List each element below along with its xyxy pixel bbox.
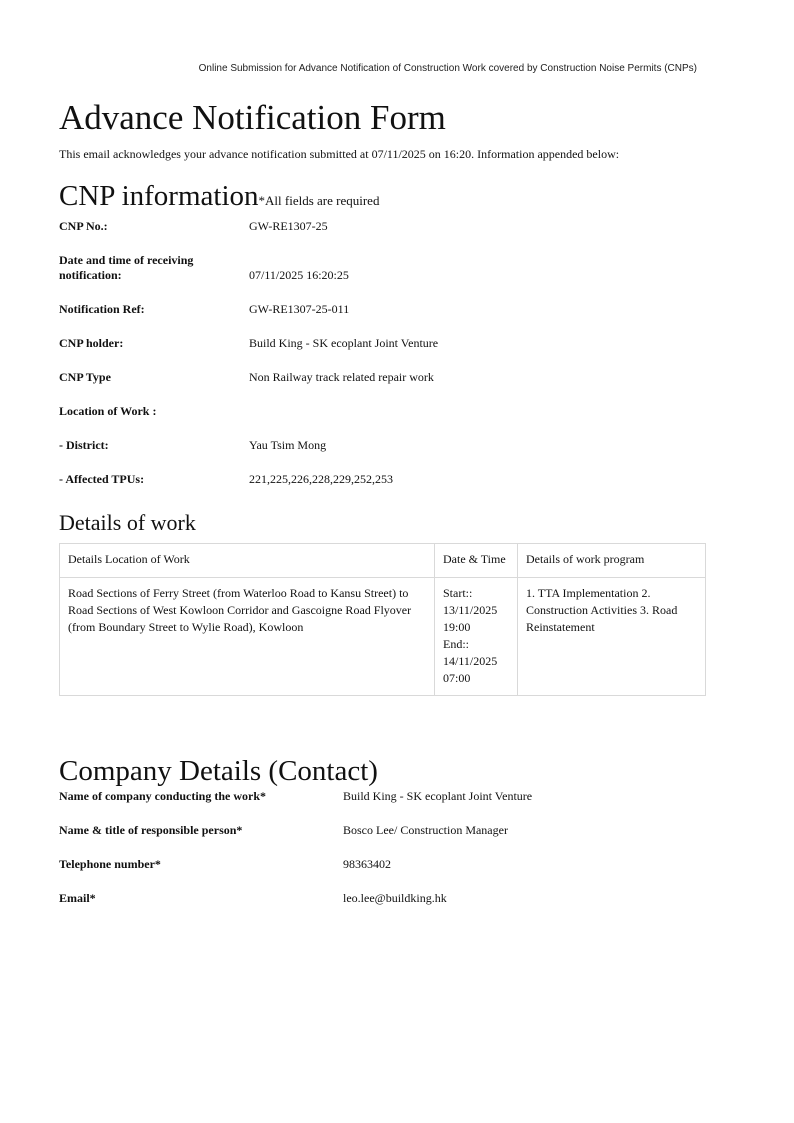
company-section-title: Company Details (Contact) [59,755,378,787]
location-of-work-label: Location of Work : [59,404,157,418]
acknowledgement-text: This email acknowledges your advance notification submitted at 07/11/2025 on 16:20. Information appended below: [59,147,620,161]
start-time: 19:00 [443,620,471,634]
details-section-title: Details of work [59,510,196,535]
cnp-field-row [59,385,707,419]
telephone-value: 98363402 [343,857,391,871]
cnp-field-row [59,317,707,351]
column-header-program: Details of work program [518,544,706,578]
company-details-table [59,788,707,906]
cnp-field-row [59,453,707,487]
location-of-work-value [249,385,707,419]
cnp-section-title: CNP information [59,180,259,212]
notification-ref-label: Notification Ref: [59,302,145,316]
email-value: leo.lee@buildking.hk [343,891,447,905]
cnp-type-value: Non Railway track related repair work [249,370,434,384]
end-time: 07:00 [443,671,471,685]
end-label: End:: [443,637,469,651]
company-field-row [59,804,707,838]
district-value: Yau Tsim Mong [249,438,327,452]
affected-tpus-label: - Affected TPUs: [59,472,145,486]
affected-tpus-value: 221,225,226,228,229,252,253 [249,472,393,486]
table-row [60,578,706,696]
received-datetime-value: 07/11/2025 16:20:25 [249,268,349,282]
start-date: 13/11/2025 [443,603,498,617]
cnp-no-value: GW-RE1307-25 [249,219,328,233]
details-header-row [60,544,706,578]
form-title: Advance Notification Form [59,98,446,137]
page-header: Online Submission for Advance Notification of Construction Work covered by Construction Noise Permits (CNPs) [198,63,697,74]
responsible-person-label: Name & title of responsible person* [59,823,243,837]
cnp-type-label: CNP Type [59,370,111,384]
column-header-datetime: Date & Time [435,544,518,578]
form-content [59,96,707,906]
end-date: 14/11/2025 [443,654,498,668]
email-label: Email* [59,891,96,905]
received-datetime-label: Date and time of receiving notification: [59,253,194,282]
column-header-location: Details Location of Work [60,544,435,578]
work-program-cell: 1. TTA Implementation 2. Construction Activities 3. Road Reinstatement [518,578,706,696]
cnp-no-label: CNP No.: [59,219,108,233]
required-note: *All fields are required [258,193,380,208]
cnp-info-table [59,217,707,487]
notification-ref-value: GW-RE1307-25-011 [249,302,350,316]
company-field-row [59,872,707,906]
company-field-row [59,788,707,804]
cnp-field-row [59,283,707,317]
cnp-holder-label: CNP holder: [59,336,124,350]
work-location-cell: Road Sections of Ferry Street (from Waterloo Road to Kansu Street) to Road Sections of West Kowloon Corridor and Gascoigne Road Flyover (from Boundary Street to Wylie Road), Kowloon [60,578,435,696]
district-label: - District: [59,438,109,452]
details-of-work-table [59,543,706,696]
company-name-value: Build King - SK ecoplant Joint Venture [343,789,533,803]
cnp-section-header [59,179,707,213]
cnp-field-row [59,419,707,453]
cnp-field-row [59,234,707,283]
company-name-label: Name of company conducting the work* [59,789,266,803]
cnp-field-row [59,217,707,234]
start-label: Start:: [443,586,473,600]
cnp-holder-value: Build King - SK ecoplant Joint Venture [249,336,439,350]
cnp-field-row [59,351,707,385]
responsible-person-value: Bosco Lee/ Construction Manager [343,823,508,837]
work-datetime-cell [435,578,518,696]
telephone-label: Telephone number* [59,857,161,871]
company-field-row [59,838,707,872]
